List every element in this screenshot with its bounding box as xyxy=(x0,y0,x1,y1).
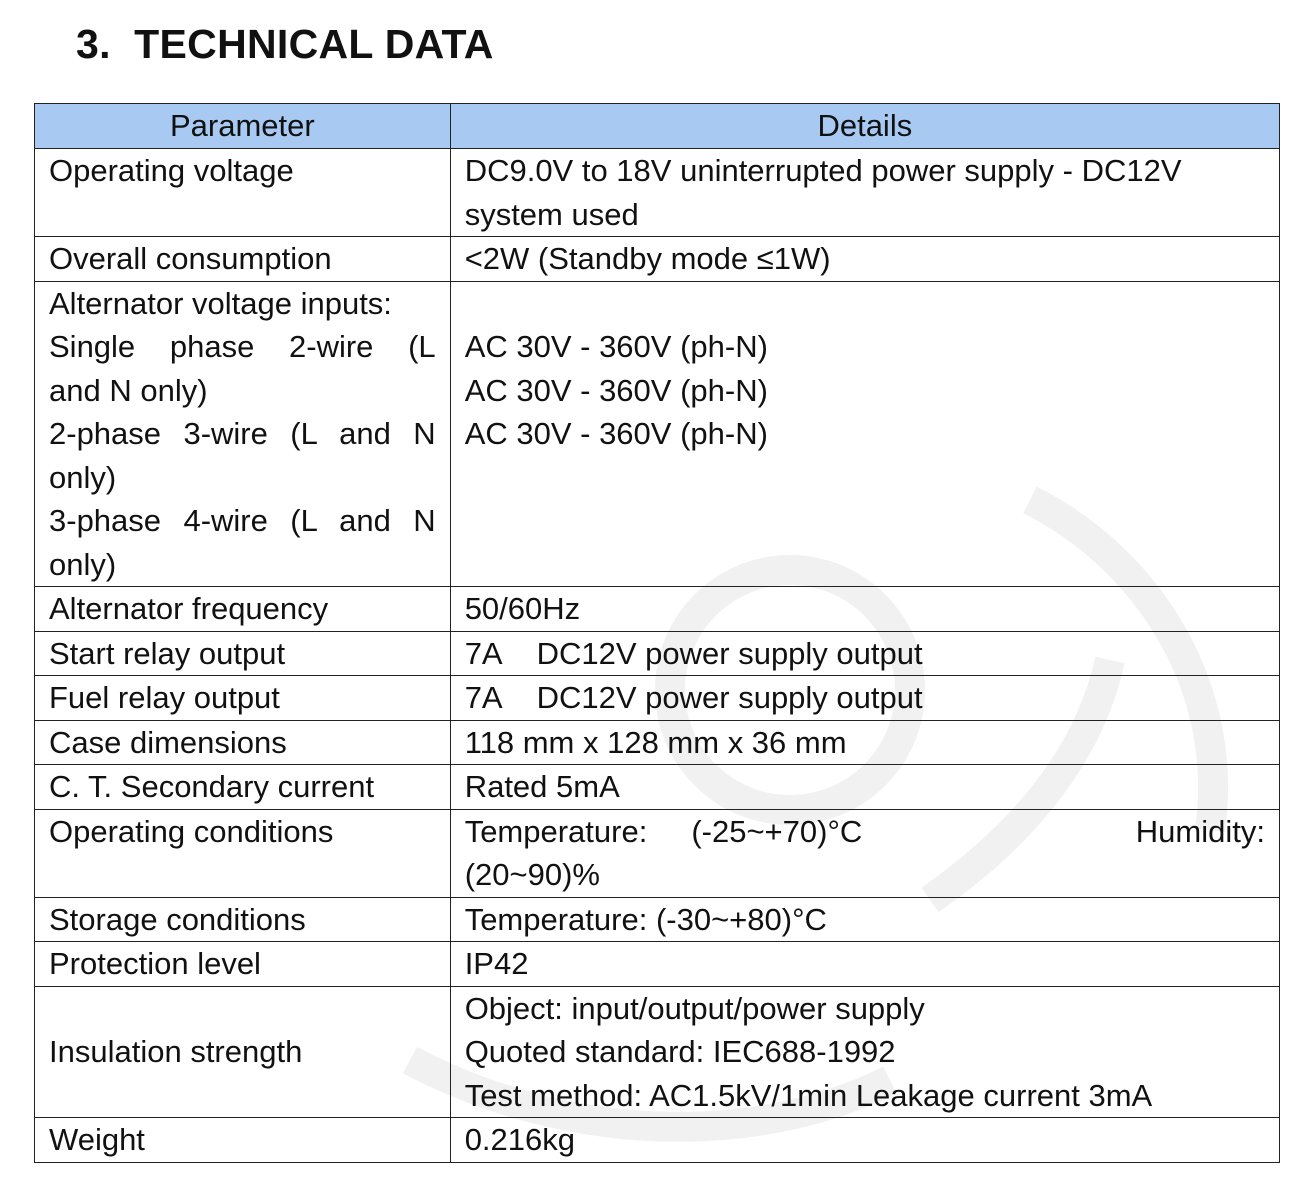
param-text: 2-phase 3-wire (L and N xyxy=(49,416,436,451)
details-text: Test method: AC1.5kV/1min Leakage current 3mA xyxy=(464,1077,1153,1113)
param-text: Weight xyxy=(49,1122,145,1157)
table-row-weight xyxy=(35,1118,1280,1163)
param-text: 3-phase 4-wire (L and N xyxy=(49,503,436,538)
param-text: only) xyxy=(49,459,117,495)
table-row-start-relay-output xyxy=(35,631,1280,676)
param-cell xyxy=(35,587,451,632)
table-row-overall-consumption xyxy=(35,237,1280,282)
param-cell xyxy=(35,149,451,237)
details-cell xyxy=(450,1118,1279,1163)
details-text: Rated 5mA xyxy=(464,769,620,804)
param-text: only) xyxy=(49,546,117,582)
table-row-fuel-relay-output xyxy=(35,676,1280,721)
table-row-ct-secondary-current xyxy=(35,765,1280,810)
param-text: Storage conditions xyxy=(49,901,306,937)
details-text: AC 30V - 360V (ph-N) xyxy=(464,372,768,408)
table-row-alternator-frequency xyxy=(35,587,1280,632)
details-cell xyxy=(450,587,1279,632)
param-text: Single phase 2-wire (L xyxy=(49,329,436,364)
param-text: Start relay output xyxy=(49,635,286,671)
param-cell xyxy=(35,676,451,721)
param-cell xyxy=(35,720,451,765)
param-text: Insulation strength xyxy=(49,1034,303,1069)
param-text: C. T. Secondary current xyxy=(49,769,375,804)
details-text: system used xyxy=(464,196,639,232)
details-text: DC12V power supply output xyxy=(536,635,923,671)
table-row-storage-conditions xyxy=(35,897,1280,942)
param-text: Fuel relay output xyxy=(49,680,280,715)
details-cell xyxy=(450,897,1279,942)
param-cell xyxy=(35,765,451,810)
table-row-operating-conditions xyxy=(35,809,1280,897)
details-cell xyxy=(450,809,1279,897)
header-parameter: Parameter xyxy=(35,104,451,149)
temperature-label: Temperature: xyxy=(464,813,648,849)
param-cell xyxy=(35,809,451,897)
details-text: Temperature: (-30~+80)°C xyxy=(464,901,827,937)
details-cell xyxy=(450,676,1279,721)
details-cell xyxy=(450,720,1279,765)
details-cell xyxy=(450,149,1279,237)
temperature-range: (-25~+70)°C xyxy=(691,813,863,849)
details-text: AC 30V - 360V (ph-N) xyxy=(464,416,768,451)
details-cell xyxy=(450,986,1279,1118)
param-cell xyxy=(35,942,451,987)
param-text: Alternator voltage inputs: xyxy=(49,285,392,321)
details-text: 0.216kg xyxy=(464,1122,576,1157)
header-details: Details xyxy=(450,104,1279,149)
param-cell xyxy=(35,1118,451,1163)
table-header-row xyxy=(35,104,1280,149)
operating-conditions-line xyxy=(465,810,1265,854)
param-cell xyxy=(35,897,451,942)
details-cell xyxy=(450,281,1279,587)
details-text: Quoted standard: IEC688-1992 xyxy=(464,1034,896,1069)
param-text: Overall consumption xyxy=(49,241,332,276)
table-row-operating-voltage xyxy=(35,149,1280,237)
param-text: and N only) xyxy=(49,372,208,408)
details-text: 118 mm x 128 mm x 36 mm xyxy=(464,724,847,760)
details-cell xyxy=(450,942,1279,987)
param-cell xyxy=(35,237,451,282)
details-text xyxy=(465,282,1265,326)
details-cell xyxy=(450,631,1279,676)
param-text: Alternator frequency xyxy=(49,591,329,626)
param-text: Case dimensions xyxy=(49,724,287,760)
param-text: Protection level xyxy=(49,946,261,981)
details-text: IP42 xyxy=(464,946,529,981)
details-text: <2W (Standby mode ≤1W) xyxy=(464,241,831,276)
param-cell xyxy=(35,281,451,587)
table-row-protection-level xyxy=(35,942,1280,987)
section-title: 3. TECHNICAL DATA xyxy=(76,21,494,67)
details-text: 7A xyxy=(464,635,503,671)
humidity-label: Humidity: xyxy=(1135,813,1265,849)
details-text: 7A xyxy=(464,680,503,715)
param-cell xyxy=(35,986,451,1118)
param-text: Operating conditions xyxy=(49,813,334,849)
table-row-insulation-strength xyxy=(35,986,1280,1118)
details-text: Object: input/output/power supply xyxy=(464,990,925,1026)
param-text: Operating voltage xyxy=(49,153,294,188)
details-text: 50/60Hz xyxy=(464,591,581,626)
details-text xyxy=(465,810,863,854)
table-row-alternator-voltage-inputs xyxy=(35,281,1280,587)
technical-data-table xyxy=(34,103,1280,1163)
details-text: DC12V power supply output xyxy=(536,680,923,715)
details-cell xyxy=(450,237,1279,282)
details-text: AC 30V - 360V (ph-N) xyxy=(464,329,768,364)
details-text: DC9.0V to 18V uninterrupted power supply - DC12V xyxy=(464,153,1182,188)
param-cell xyxy=(35,631,451,676)
humidity-range: (20~90)% xyxy=(464,857,600,892)
table-row-case-dimensions xyxy=(35,720,1280,765)
details-cell xyxy=(450,765,1279,810)
